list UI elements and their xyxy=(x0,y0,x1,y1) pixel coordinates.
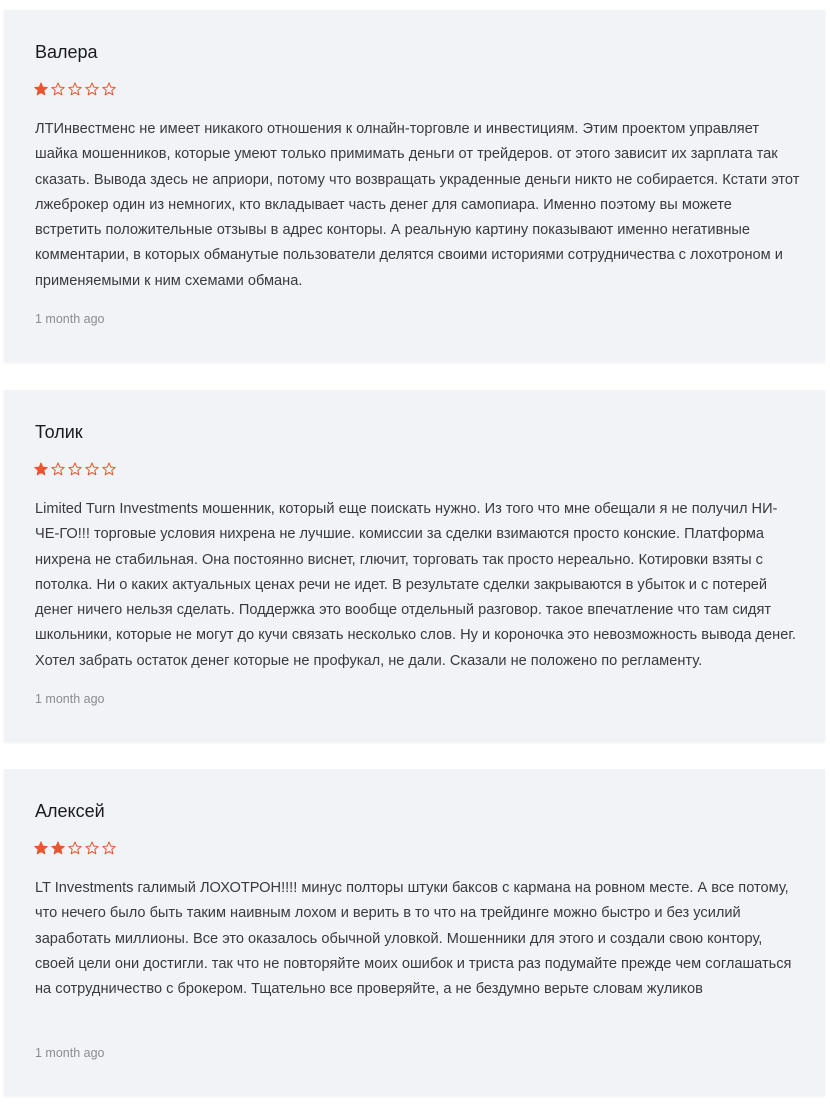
review-card xyxy=(4,390,825,742)
star-filled-icon xyxy=(34,82,48,96)
review-date: 1 month ago xyxy=(35,692,105,706)
star-empty-icon xyxy=(68,82,82,96)
star-empty-icon xyxy=(85,82,99,96)
review-date: 1 month ago xyxy=(35,1046,105,1060)
star-empty-icon xyxy=(85,841,99,855)
reviewer-name: Валера xyxy=(35,42,98,62)
review-text: ЛТИнвестменс не имеет никакого отношения к олнайн-торговле и инвестициям. Этим проектом управляет шайка мошенников, которые умеют только примимать деньги от трейдеров. от этого зависит их зарплата так сказать. Вывода здесь не априори, потому что возвращать украденные деньги никто не собирается. Кстати этот лжеброкер один из немногих, кто вкладывает часть денег для самопиара. Именно поэтому вы можете встретить положительные отзывы в адрес конторы. А реальную картину показывают именно негативные комментарии, в которых обманутые пользователи делятся своими историями сотрудничества с лохотроном и применяемыми к ним схемами обмана. xyxy=(35,121,800,289)
reviewer-name: Алексей xyxy=(35,801,105,821)
star-filled-icon xyxy=(34,462,48,476)
review-date: 1 month ago xyxy=(35,312,105,326)
review-text: Limited Turn Investments мошенник, который еще поискать нужно. Из того что мне обещали я не получил НИ-ЧЕ-ГО!!! торговые условия нихрена не лучшие. комиссии за сделки взимаются просто конские. Платформа нихрена не стабильная. Она постоянно виснет, глючит, торговать так просто нереально. Котировки взяты с потолка. Ни о каких актуальных ценах речи не идет. В результате сделки закрываются в убыток и с потерей денег ничего нельзя сделать. Поддержка это вообще отдельный разговор. такое впечатление что там сидят школьники, которые не могут до кучи связать несколько слов. Ну и короночка это невозможность вывода денег. Хотел забрать остаток денег которые не профукал, не дали. Сказали не положено по регламенту. xyxy=(35,501,796,669)
review-card xyxy=(4,769,825,1096)
review-card xyxy=(4,10,825,362)
star-rating xyxy=(34,462,116,478)
review-text: LT Investments галимый ЛОХОТРОН!!!! минус полторы штуки баксов с кармана на ровном месте. А все потому, что нечего было быть таким наивным лохом и верить в то что на трейдинге можно быстро и без усилий заработать миллионы. Все это оказалось обычной уловкой. Мошенники для этого и создали свою контору, своей цели они достигли. так что не повторяйте моих ошибок и триста раз подумайте прежде чем соглашаться на сотрудничество с брокером. Тщательно все проверяйте, а не бездумно верьте словам жуликов xyxy=(35,880,792,998)
star-filled-icon xyxy=(51,841,65,855)
star-empty-icon xyxy=(102,841,116,855)
reviewer-name: Толик xyxy=(35,422,83,442)
star-empty-icon xyxy=(102,82,116,96)
star-empty-icon xyxy=(51,82,65,96)
star-empty-icon xyxy=(85,462,99,476)
star-rating xyxy=(34,841,116,857)
star-rating xyxy=(34,82,116,98)
star-empty-icon xyxy=(68,462,82,476)
star-filled-icon xyxy=(34,841,48,855)
star-empty-icon xyxy=(68,841,82,855)
star-empty-icon xyxy=(51,462,65,476)
star-empty-icon xyxy=(102,462,116,476)
